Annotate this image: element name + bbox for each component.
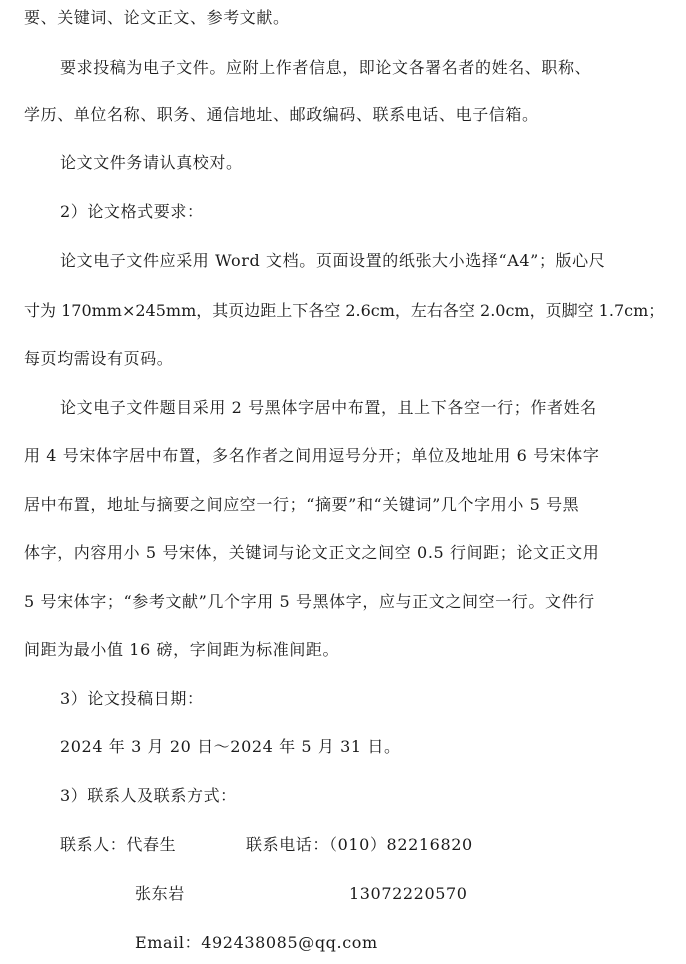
submission-dates: 2024 年 3 月 20 日～2024 年 5 月 31 日。 bbox=[60, 737, 401, 756]
text-line-13: 5 号宋体字；“参考文献”几个字用 5 号黑体字，应与正文之间空一行。文件行 bbox=[24, 592, 595, 611]
text-line-10: 用 4 号宋体字居中布置，多名作者之间用逗号分开；单位及地址用 6 号宋体字 bbox=[24, 446, 600, 465]
text-line-1: 要、关键词、论文正文、参考文献。 bbox=[24, 8, 290, 27]
text-line-9: 论文电子文件题目采用 2 号黑体字居中布置，且上下各空一行；作者姓名 bbox=[60, 398, 597, 417]
contact-person-1: 联系人：代春生 bbox=[60, 835, 177, 854]
text-line-7: 寸为 170mm×245mm，其页边距上下各空 2.6cm，左右各空 2.0cm，页脚空 1.7cm； bbox=[24, 301, 665, 320]
text-line-6: 论文电子文件应采用 Word 文档。页面设置的纸张大小选择“A4”；版心尺 bbox=[60, 251, 606, 270]
text-line-11: 居中布置，地址与摘要之间应空一行；“摘要”和“关键词”几个字用小 5 号黑 bbox=[24, 495, 580, 514]
section-heading-dates: 3）论文投稿日期： bbox=[60, 689, 204, 708]
text-line-2: 要求投稿为电子文件。应附上作者信息，即论文各署名者的姓名、职称、 bbox=[60, 58, 592, 77]
contact-phone-2: 13072220570 bbox=[349, 884, 468, 903]
text-line-14: 间距为最小值 16 磅，字间距为标准间距。 bbox=[24, 640, 340, 659]
text-line-12: 体字，内容用小 5 号宋体，关键词与论文正文之间空 0.5 行间距；论文正文用 bbox=[24, 543, 600, 562]
contact-phone-1: 联系电话：（010）82216820 bbox=[246, 835, 473, 854]
contact-email: Email：492438085@qq.com bbox=[135, 933, 378, 952]
section-heading-format: 2）论文格式要求： bbox=[60, 202, 204, 221]
text-line-3: 学历、单位名称、职务、通信地址、邮政编码、联系电话、电子信箱。 bbox=[24, 105, 539, 124]
text-line-4: 论文文件务请认真校对。 bbox=[60, 153, 243, 172]
text-line-8: 每页均需设有页码。 bbox=[24, 349, 174, 368]
contact-person-2: 张东岩 bbox=[135, 884, 185, 903]
section-heading-contact: 3）联系人及联系方式： bbox=[60, 786, 237, 805]
